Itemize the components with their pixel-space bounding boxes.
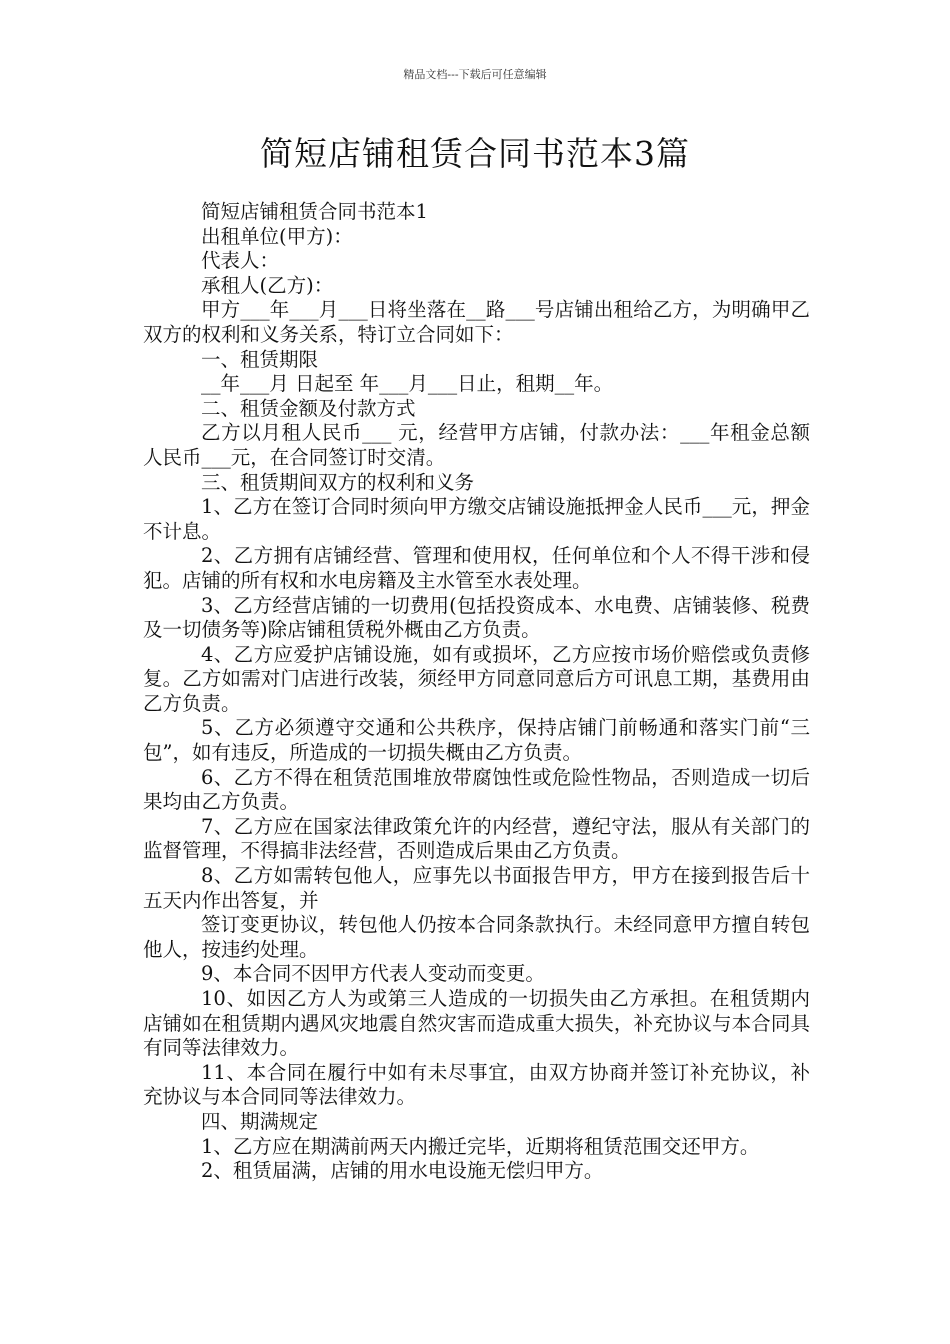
clause-paragraph: 5、乙方必须遵守交通和公共秩序，保持店铺门前畅通和落实门前“三包”，如有违反，所造成的一切损失概由乙方负责。: [143, 716, 810, 765]
payment-paragraph: 乙方以月租人民币___ 元，经营甲方店铺，付款办法：___年租金总额人民币___元，在合同签订时交清。: [143, 421, 810, 469]
term-paragraph: __年___月 日起至 年___月___日止，租期__年。: [201, 372, 614, 396]
section-heading-payment: 二、租赁金额及付款方式: [201, 396, 416, 420]
clause-paragraph: 3、乙方经营店铺的一切费用(包括投资成本、水电费、店铺装修、税费及一切债务等)除店铺租赁税外概由乙方负责。: [143, 593, 810, 642]
representative-line: 代表人：: [201, 249, 280, 273]
section-subtitle: 简短店铺租赁合同书范本1: [201, 200, 428, 223]
lessor-line: 出租单位(甲方)：: [201, 224, 353, 248]
clause-paragraph: 10、如因乙方人为或第三人造成的一切损失由乙方承担。在租赁期内店铺如在租赁期内遇风灾地震自然灾害而造成重大损失，补充协议与本合同具有同等法律效力。: [143, 987, 810, 1060]
clause-paragraph: 7、乙方应在国家法律政策允许的内经营，遵纪守法，服从有关部门的监督管理，不得搞非法经营，否则造成后果由乙方负责。: [143, 814, 810, 863]
clause-paragraph: 签订变更协议，转包他人仍按本合同条款执行。未经同意甲方擅自转包他人，按违约处理。: [143, 913, 810, 961]
section-heading-expiry: 四、期满规定: [201, 1109, 319, 1133]
clause-paragraph: 11、本合同在履行中如有未尽事宜，由双方协商并签订补充协议，补充协议与本合同同等法律效力。: [143, 1060, 810, 1109]
clause-paragraph: 1、乙方应在期满前两天内搬迁完毕，近期将租赁范围交还甲方。: [201, 1134, 760, 1158]
clause-paragraph: 2、租赁届满，店铺的用水电设施无偿归甲方。: [201, 1159, 604, 1183]
lessee-line: 承租人(乙方)：: [201, 273, 334, 297]
clause-paragraph: 8、乙方如需转包他人，应事先以书面报告甲方，甲方在接到报告后十五天内作出答复，并: [143, 864, 810, 912]
document-body: [143, 200, 810, 1184]
clause-paragraph: 4、乙方应爱护店铺设施，如有或损坏，乙方应按市场价赔偿或负责修复。乙方如需对门店进行改装，须经甲方同意同意后方可讯息工期，基费用由乙方负责。: [143, 642, 810, 715]
document-title: 简短店铺租赁合同书范本3篇: [260, 134, 690, 173]
section-heading-rights: 三、租赁期间双方的权利和义务: [201, 470, 475, 494]
clause-paragraph: 1、乙方在签订合同时须向甲方缴交店铺设施抵押金人民币___元，押金不计息。: [143, 495, 810, 543]
clause-paragraph: 9、本合同不因甲方代表人变动而变更。: [201, 962, 545, 986]
page-header-note: 精品文档---下载后可任意编辑: [403, 68, 547, 81]
section-heading-term: 一、租赁期限: [201, 347, 319, 371]
clause-paragraph: 6、乙方不得在租赁范围堆放带腐蚀性或危险性物品，否则造成一切后果均由乙方负责。: [143, 765, 810, 814]
clause-paragraph: 2、乙方拥有店铺经营、管理和使用权，任何单位和个人不得干涉和侵犯。店铺的所有权和水电房籍及主水管至水表处理。: [143, 544, 810, 592]
preamble-paragraph: 甲方___年___月___日将坐落在__路___号店铺出租给乙方，为明确甲乙双方的权利和义务关系，特订立合同如下：: [143, 298, 810, 346]
